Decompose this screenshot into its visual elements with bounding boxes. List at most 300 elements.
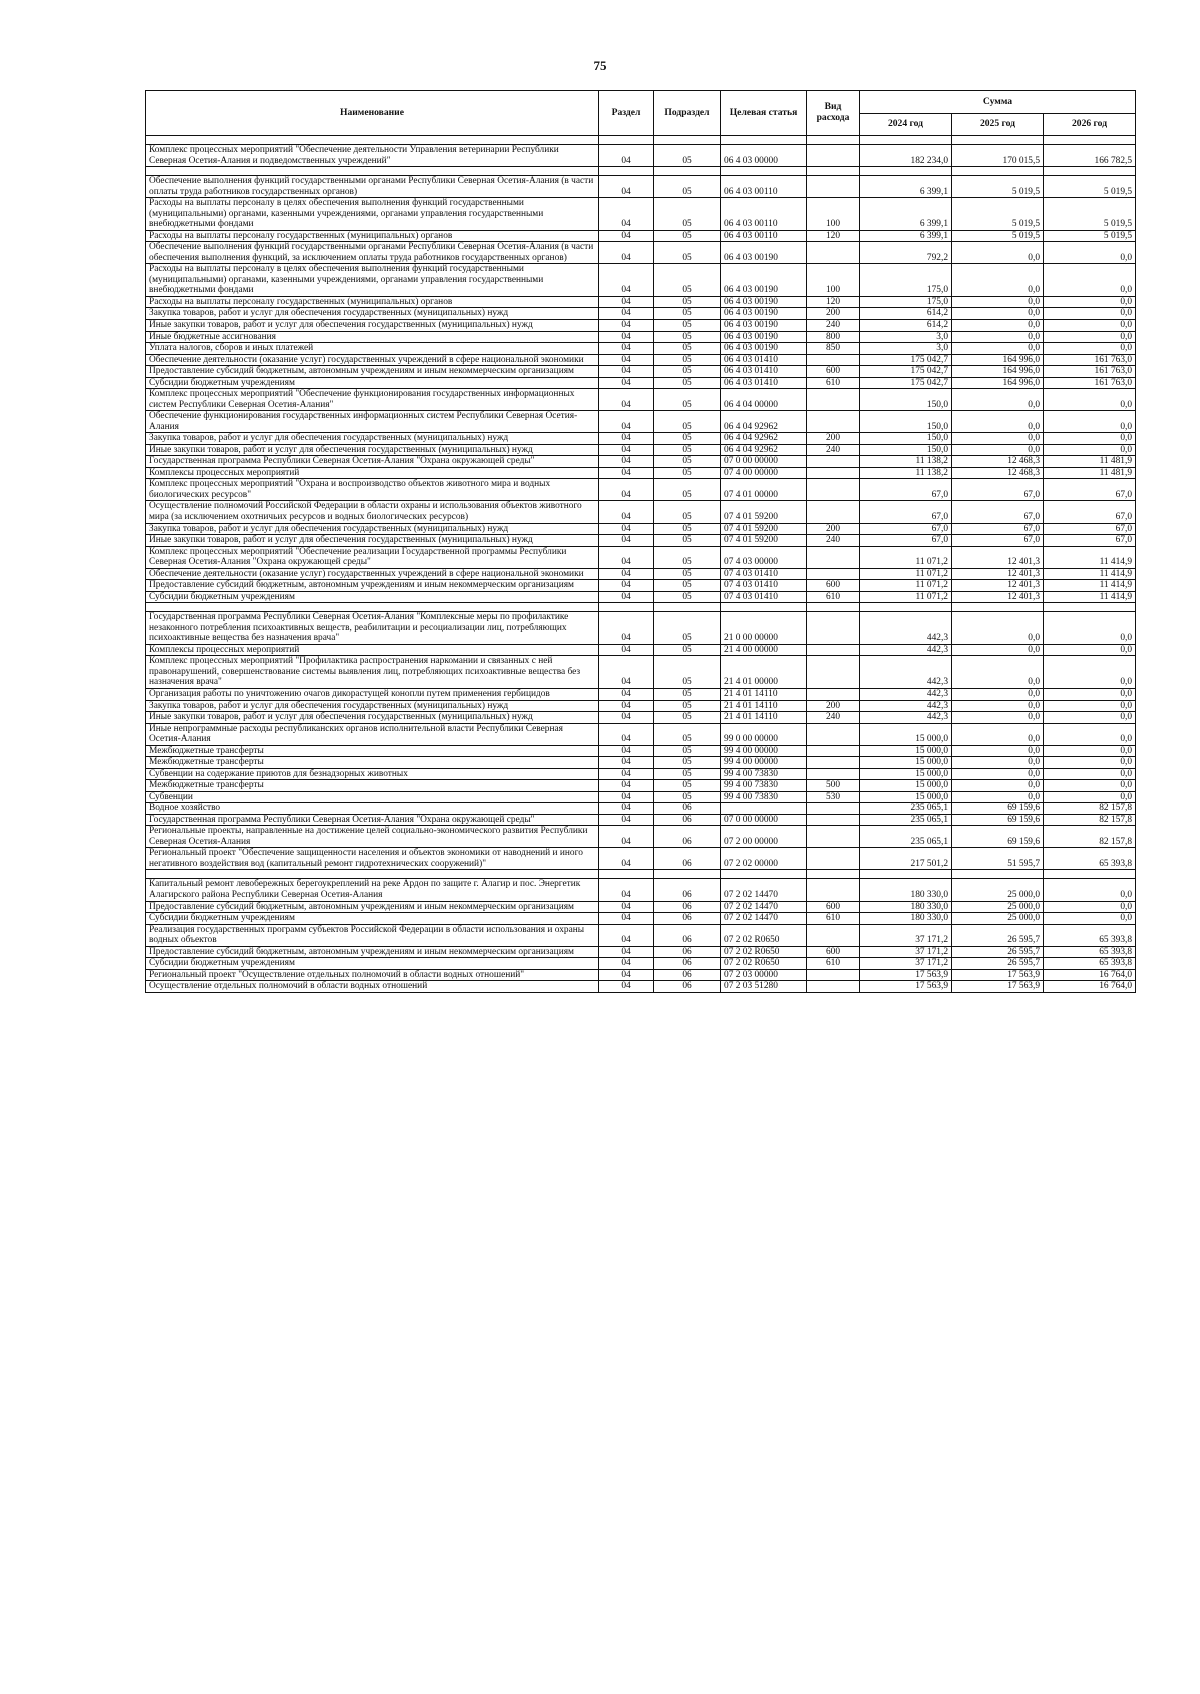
row-target: 21 4 01 14110 — [721, 712, 807, 724]
row-kind: 120 — [807, 230, 860, 242]
row-kind — [807, 814, 860, 826]
row-amount-2024: 217 501,2 — [860, 848, 952, 870]
row-amount-2026: 0,0 — [1044, 433, 1136, 445]
row-kind: 610 — [807, 958, 860, 970]
row-section: 04 — [599, 296, 654, 308]
row-amount-2024: 67,0 — [860, 501, 952, 523]
row-subsection: 05 — [654, 768, 721, 780]
row-name: Субсидии бюджетным учреждениям — [146, 958, 599, 970]
row-amount-2026: 5 019,5 — [1044, 230, 1136, 242]
row-kind — [807, 389, 860, 411]
row-name — [146, 603, 599, 612]
row-amount-2025: 67,0 — [952, 535, 1044, 547]
row-amount-2025: 25 000,0 — [952, 879, 1044, 901]
row-amount-2024: 15 000,0 — [860, 768, 952, 780]
row-kind — [807, 870, 860, 879]
row-target: 99 4 00 00000 — [721, 757, 807, 769]
row-amount-2025: 0,0 — [952, 389, 1044, 411]
table-row — [146, 308, 1136, 320]
table-row — [146, 136, 1136, 145]
row-target: 99 4 00 00000 — [721, 745, 807, 757]
row-amount-2026: 0,0 — [1044, 723, 1136, 745]
row-amount-2026: 67,0 — [1044, 523, 1136, 535]
row-section: 04 — [599, 456, 654, 468]
table-row — [146, 456, 1136, 468]
row-amount-2025: 0,0 — [952, 644, 1044, 656]
row-amount-2024: 11 071,2 — [860, 580, 952, 592]
header-year-2024: 2024 год — [860, 114, 952, 136]
row-name: Реализация государственных программ субъектов Российской Федерации в области использования и охраны водных объектов — [146, 924, 599, 946]
row-kind — [807, 879, 860, 901]
row-amount-2024: 150,0 — [860, 433, 952, 445]
table-row — [146, 924, 1136, 946]
row-subsection: 05 — [654, 535, 721, 547]
row-target: 06 4 03 00110 — [721, 230, 807, 242]
row-target: 06 4 04 92962 — [721, 444, 807, 456]
row-amount-2024: 15 000,0 — [860, 791, 952, 803]
row-name: Комплекс процессных мероприятий "Обеспечение реализации Государственной программы Республики Северная Осетия-Алания "Охрана окружающей среды" — [146, 546, 599, 568]
row-amount-2024 — [860, 136, 952, 145]
row-section: 04 — [599, 969, 654, 981]
row-name: Расходы на выплаты персоналу в целях обеспечения выполнения функций государственными (муниципальными) органами, казенными учреждениями, органами управления государственными внебюджетными фондами — [146, 264, 599, 297]
row-amount-2025: 12 401,3 — [952, 546, 1044, 568]
row-section — [599, 167, 654, 176]
row-section: 04 — [599, 580, 654, 592]
row-amount-2024: 11 071,2 — [860, 568, 952, 580]
row-name: Комплекс процессных мероприятий "Обеспечение деятельности Управления ветеринарии Республики Северная Осетия-Алания и подведомственных учреждений" — [146, 145, 599, 167]
row-target: 99 0 00 00000 — [721, 723, 807, 745]
table-row — [146, 901, 1136, 913]
row-target: 07 4 03 01410 — [721, 568, 807, 580]
row-target: 06 4 03 01410 — [721, 354, 807, 366]
table-row — [146, 433, 1136, 445]
row-amount-2024: 792,2 — [860, 242, 952, 264]
row-amount-2026: 65 393,8 — [1044, 848, 1136, 870]
row-name: Предоставление субсидий бюджетным, автономным учреждениям и иным некоммерческим организациям — [146, 366, 599, 378]
row-amount-2024: 17 563,9 — [860, 981, 952, 993]
row-amount-2024: 175 042,7 — [860, 366, 952, 378]
row-amount-2025: 12 401,3 — [952, 591, 1044, 603]
row-section: 04 — [599, 444, 654, 456]
row-section: 04 — [599, 924, 654, 946]
row-name: Иные закупки товаров, работ и услуг для обеспечения государственных (муниципальных) нужд — [146, 712, 599, 724]
row-section: 04 — [599, 546, 654, 568]
table-row — [146, 946, 1136, 958]
row-subsection: 05 — [654, 568, 721, 580]
row-section: 04 — [599, 644, 654, 656]
row-section: 04 — [599, 656, 654, 689]
row-target: 07 4 01 00000 — [721, 479, 807, 501]
row-amount-2026: 166 782,5 — [1044, 145, 1136, 167]
row-amount-2024: 67,0 — [860, 479, 952, 501]
row-name: Комплексы процессных мероприятий — [146, 644, 599, 656]
row-section: 04 — [599, 946, 654, 958]
row-section: 04 — [599, 535, 654, 547]
row-amount-2024: 67,0 — [860, 535, 952, 547]
row-amount-2026: 67,0 — [1044, 479, 1136, 501]
row-amount-2025: 69 159,6 — [952, 803, 1044, 815]
row-name: Иные непрограммные расходы республиканских органов исполнительной власти Республики Северная Осетия-Алания — [146, 723, 599, 745]
table-row — [146, 354, 1136, 366]
row-kind: 600 — [807, 366, 860, 378]
row-amount-2025: 17 563,9 — [952, 981, 1044, 993]
table-row — [146, 331, 1136, 343]
row-subsection: 06 — [654, 969, 721, 981]
row-kind: 200 — [807, 700, 860, 712]
row-section — [599, 870, 654, 879]
row-amount-2026 — [1044, 870, 1136, 879]
row-kind: 120 — [807, 296, 860, 308]
row-amount-2026: 0,0 — [1044, 700, 1136, 712]
row-target: 07 0 00 00000 — [721, 456, 807, 468]
table-row — [146, 389, 1136, 411]
row-amount-2026: 0,0 — [1044, 656, 1136, 689]
row-subsection: 05 — [654, 198, 721, 231]
row-amount-2025: 26 595,7 — [952, 924, 1044, 946]
row-kind: 200 — [807, 433, 860, 445]
row-kind: 240 — [807, 535, 860, 547]
row-amount-2025: 0,0 — [952, 768, 1044, 780]
row-target — [721, 167, 807, 176]
row-name: Расходы на выплаты персоналу государственных (муниципальных) органов — [146, 230, 599, 242]
row-kind: 610 — [807, 913, 860, 925]
row-section: 04 — [599, 343, 654, 355]
row-name: Предоставление субсидий бюджетным, автономным учреждениям и иным некоммерческим организациям — [146, 580, 599, 592]
row-amount-2025: 26 595,7 — [952, 946, 1044, 958]
row-subsection — [654, 603, 721, 612]
row-name: Расходы на выплаты персоналу государственных (муниципальных) органов — [146, 296, 599, 308]
row-subsection: 05 — [654, 780, 721, 792]
row-amount-2026: 0,0 — [1044, 264, 1136, 297]
table-row — [146, 319, 1136, 331]
row-target: 07 0 00 00000 — [721, 814, 807, 826]
row-amount-2025 — [952, 603, 1044, 612]
row-kind: 530 — [807, 791, 860, 803]
table-row — [146, 644, 1136, 656]
row-amount-2024: 175 042,7 — [860, 354, 952, 366]
row-subsection: 05 — [654, 757, 721, 769]
row-amount-2024: 442,3 — [860, 656, 952, 689]
row-kind — [807, 354, 860, 366]
row-target: 21 0 00 00000 — [721, 612, 807, 645]
row-section: 04 — [599, 814, 654, 826]
table-row — [146, 768, 1136, 780]
row-name: Обеспечение функционирования государственных информационных систем Республики Северная Осетия-Алания — [146, 411, 599, 433]
row-amount-2026: 0,0 — [1044, 296, 1136, 308]
row-name: Организация работы по уничтожению очагов дикорастущей конопли путем применения гербицидов — [146, 688, 599, 700]
row-subsection: 05 — [654, 791, 721, 803]
row-amount-2026: 82 157,8 — [1044, 803, 1136, 815]
table-row — [146, 198, 1136, 231]
row-name: Государственная программа Республики Северная Осетия-Алания "Охрана окружающей среды" — [146, 456, 599, 468]
row-target: 06 4 03 01410 — [721, 377, 807, 389]
row-amount-2026 — [1044, 603, 1136, 612]
row-subsection: 05 — [654, 242, 721, 264]
row-target: 06 4 03 00190 — [721, 308, 807, 320]
row-amount-2026: 0,0 — [1044, 444, 1136, 456]
row-amount-2025: 0,0 — [952, 656, 1044, 689]
row-amount-2026: 0,0 — [1044, 780, 1136, 792]
table-row — [146, 501, 1136, 523]
row-name: Расходы на выплаты персоналу в целях обеспечения выполнения функций государственными (муниципальными) органами, казенными учреждениями, органами управления государственными внебюджетными фондами — [146, 198, 599, 231]
row-subsection: 06 — [654, 958, 721, 970]
row-name — [146, 870, 599, 879]
table-row — [146, 848, 1136, 870]
row-amount-2024: 180 330,0 — [860, 913, 952, 925]
row-amount-2025: 0,0 — [952, 780, 1044, 792]
row-amount-2025: 170 015,5 — [952, 145, 1044, 167]
row-target: 07 2 02 14470 — [721, 913, 807, 925]
row-subsection: 05 — [654, 644, 721, 656]
row-amount-2026: 5 019,5 — [1044, 198, 1136, 231]
row-name: Субвенции на содержание приютов для безнадзорных животных — [146, 768, 599, 780]
row-target: 06 4 04 00000 — [721, 389, 807, 411]
table-row — [146, 688, 1136, 700]
row-name: Комплекс процессных мероприятий "Охрана и воспроизводство объектов животного мира и водных биологических ресурсов" — [146, 479, 599, 501]
row-amount-2026: 0,0 — [1044, 308, 1136, 320]
row-amount-2024: 6 399,1 — [860, 230, 952, 242]
row-amount-2026: 67,0 — [1044, 501, 1136, 523]
row-amount-2026: 0,0 — [1044, 319, 1136, 331]
row-section: 04 — [599, 467, 654, 479]
row-section: 04 — [599, 501, 654, 523]
row-name: Обеспечение выполнения функций государственными органами Республики Северная Осетия-Алания (в части обеспечения выполнения функций, за исключением оплаты труда работников государственных органов) — [146, 242, 599, 264]
row-amount-2026: 0,0 — [1044, 343, 1136, 355]
table-row — [146, 814, 1136, 826]
row-section: 04 — [599, 331, 654, 343]
row-section: 04 — [599, 913, 654, 925]
row-subsection: 05 — [654, 230, 721, 242]
row-subsection: 06 — [654, 946, 721, 958]
row-amount-2026: 0,0 — [1044, 879, 1136, 901]
row-amount-2025: 0,0 — [952, 712, 1044, 724]
row-amount-2026: 11 414,9 — [1044, 580, 1136, 592]
row-amount-2026: 0,0 — [1044, 791, 1136, 803]
row-amount-2025: 164 996,0 — [952, 377, 1044, 389]
header-name: Наименование — [146, 91, 599, 136]
row-target: 07 2 02 00000 — [721, 848, 807, 870]
row-amount-2025: 164 996,0 — [952, 366, 1044, 378]
row-amount-2026: 0,0 — [1044, 745, 1136, 757]
table-row — [146, 264, 1136, 297]
row-kind: 200 — [807, 308, 860, 320]
row-subsection: 06 — [654, 879, 721, 901]
row-name — [146, 136, 599, 145]
row-amount-2024: 180 330,0 — [860, 879, 952, 901]
row-amount-2025: 69 159,6 — [952, 814, 1044, 826]
row-subsection: 05 — [654, 331, 721, 343]
table-row — [146, 913, 1136, 925]
row-section: 04 — [599, 712, 654, 724]
row-target: 06 4 03 00190 — [721, 319, 807, 331]
row-kind: 600 — [807, 946, 860, 958]
row-target: 06 4 03 00190 — [721, 242, 807, 264]
row-subsection: 05 — [654, 308, 721, 320]
row-amount-2024: 175,0 — [860, 264, 952, 297]
row-subsection — [654, 167, 721, 176]
row-subsection — [654, 870, 721, 879]
row-target: 07 4 03 00000 — [721, 546, 807, 568]
row-name: Комплекс процессных мероприятий "Профилактика распространения наркомании и связанных с ней правонарушений, совершенствование системы выявления лиц, потребляющих психоактивные вещества без назначения врача" — [146, 656, 599, 689]
row-target — [721, 803, 807, 815]
row-amount-2025 — [952, 136, 1044, 145]
row-target: 07 4 01 59200 — [721, 535, 807, 547]
row-amount-2024: 37 171,2 — [860, 946, 952, 958]
table-row — [146, 343, 1136, 355]
row-amount-2024: 175,0 — [860, 296, 952, 308]
row-kind — [807, 479, 860, 501]
row-subsection: 06 — [654, 814, 721, 826]
row-amount-2025: 0,0 — [952, 612, 1044, 645]
row-subsection: 06 — [654, 981, 721, 993]
row-subsection: 05 — [654, 712, 721, 724]
row-amount-2026: 11 481,9 — [1044, 456, 1136, 468]
row-kind — [807, 603, 860, 612]
row-target: 21 4 01 14110 — [721, 688, 807, 700]
row-kind — [807, 969, 860, 981]
table-row — [146, 568, 1136, 580]
row-subsection: 05 — [654, 745, 721, 757]
row-amount-2026: 82 157,8 — [1044, 826, 1136, 848]
row-section: 04 — [599, 826, 654, 848]
table-row — [146, 958, 1136, 970]
row-target: 21 4 00 00000 — [721, 644, 807, 656]
row-amount-2025: 5 019,5 — [952, 176, 1044, 198]
row-amount-2026: 16 764,0 — [1044, 969, 1136, 981]
row-target: 06 4 03 01410 — [721, 366, 807, 378]
row-section: 04 — [599, 688, 654, 700]
row-target: 06 4 03 00190 — [721, 264, 807, 297]
row-amount-2025: 0,0 — [952, 700, 1044, 712]
row-amount-2024: 150,0 — [860, 411, 952, 433]
row-amount-2024 — [860, 870, 952, 879]
row-amount-2024: 15 000,0 — [860, 757, 952, 769]
row-amount-2024: 37 171,2 — [860, 958, 952, 970]
row-amount-2024: 3,0 — [860, 331, 952, 343]
row-name: Уплата налогов, сборов и иных платежей — [146, 343, 599, 355]
row-amount-2025: 0,0 — [952, 343, 1044, 355]
row-name: Предоставление субсидий бюджетным, автономным учреждениям и иным некоммерческим организациям — [146, 901, 599, 913]
row-amount-2026: 82 157,8 — [1044, 814, 1136, 826]
row-section: 04 — [599, 768, 654, 780]
row-amount-2024 — [860, 167, 952, 176]
row-amount-2025: 0,0 — [952, 688, 1044, 700]
row-kind — [807, 467, 860, 479]
row-kind — [807, 176, 860, 198]
row-name: Субвенции — [146, 791, 599, 803]
row-amount-2025: 0,0 — [952, 791, 1044, 803]
row-amount-2026 — [1044, 167, 1136, 176]
row-subsection: 05 — [654, 433, 721, 445]
row-amount-2024: 614,2 — [860, 308, 952, 320]
table-row — [146, 411, 1136, 433]
row-amount-2024: 442,3 — [860, 712, 952, 724]
table-row — [146, 791, 1136, 803]
table-row — [146, 969, 1136, 981]
row-name: Капитальный ремонт левобережных берегоукреплений на реке Ардон по защите г. Алагир и пос. Энергетик Алагирского района Республики Северная Осетия-Алания — [146, 879, 599, 901]
row-kind — [807, 723, 860, 745]
table-row — [146, 700, 1136, 712]
row-target: 07 2 00 00000 — [721, 826, 807, 848]
row-amount-2025: 0,0 — [952, 757, 1044, 769]
row-subsection: 06 — [654, 901, 721, 913]
row-amount-2026: 0,0 — [1044, 768, 1136, 780]
row-name: Региональный проект "Осуществление отдельных полномочий в области водных отношений" — [146, 969, 599, 981]
table-row — [146, 723, 1136, 745]
row-amount-2025: 67,0 — [952, 479, 1044, 501]
row-kind: 240 — [807, 444, 860, 456]
row-amount-2025: 0,0 — [952, 433, 1044, 445]
row-section: 04 — [599, 568, 654, 580]
row-subsection: 05 — [654, 723, 721, 745]
row-kind — [807, 656, 860, 689]
row-section: 04 — [599, 757, 654, 769]
row-subsection: 06 — [654, 826, 721, 848]
row-amount-2026: 161 763,0 — [1044, 366, 1136, 378]
row-target: 99 4 00 73830 — [721, 780, 807, 792]
row-amount-2025: 0,0 — [952, 411, 1044, 433]
row-section: 04 — [599, 879, 654, 901]
row-target: 21 4 01 00000 — [721, 656, 807, 689]
row-subsection: 05 — [654, 264, 721, 297]
row-section: 04 — [599, 981, 654, 993]
row-kind — [807, 768, 860, 780]
row-section: 04 — [599, 791, 654, 803]
row-amount-2025: 26 595,7 — [952, 958, 1044, 970]
row-amount-2024: 614,2 — [860, 319, 952, 331]
row-kind — [807, 803, 860, 815]
row-kind: 200 — [807, 523, 860, 535]
row-kind: 100 — [807, 198, 860, 231]
row-amount-2025: 51 595,7 — [952, 848, 1044, 870]
row-kind — [807, 145, 860, 167]
row-amount-2024 — [860, 603, 952, 612]
row-amount-2025: 0,0 — [952, 242, 1044, 264]
row-target: 06 4 03 00110 — [721, 198, 807, 231]
row-amount-2025: 17 563,9 — [952, 969, 1044, 981]
header-sum: Сумма — [860, 91, 1136, 114]
row-section: 04 — [599, 176, 654, 198]
row-amount-2026: 0,0 — [1044, 901, 1136, 913]
row-subsection — [654, 136, 721, 145]
table-row — [146, 377, 1136, 389]
row-amount-2026: 0,0 — [1044, 331, 1136, 343]
table-row — [146, 757, 1136, 769]
row-amount-2026: 65 393,8 — [1044, 946, 1136, 958]
row-amount-2025: 0,0 — [952, 296, 1044, 308]
row-amount-2025: 25 000,0 — [952, 901, 1044, 913]
table-row — [146, 176, 1136, 198]
table-row — [146, 803, 1136, 815]
row-name: Государственная программа Республики Северная Осетия-Алания "Комплексные меры по профилактике незаконного потребления психоактивных веществ, реабилитации и ресоциализации лиц, потребляющих психоактивные вещества без назначения врача" — [146, 612, 599, 645]
header-subsection: Подраздел — [654, 91, 721, 136]
row-kind — [807, 848, 860, 870]
row-name: Иные бюджетные ассигнования — [146, 331, 599, 343]
row-subsection: 05 — [654, 700, 721, 712]
row-name: Межбюджетные трансферты — [146, 757, 599, 769]
row-target: 06 4 04 92962 — [721, 433, 807, 445]
table-row — [146, 745, 1136, 757]
row-name: Осуществление отдельных полномочий в области водных отношений — [146, 981, 599, 993]
row-amount-2024: 150,0 — [860, 389, 952, 411]
row-kind — [807, 826, 860, 848]
budget-table — [145, 90, 1136, 993]
row-amount-2026: 67,0 — [1044, 535, 1136, 547]
row-amount-2025: 0,0 — [952, 308, 1044, 320]
row-subsection: 05 — [654, 377, 721, 389]
row-subsection: 06 — [654, 913, 721, 925]
table-row — [146, 580, 1136, 592]
